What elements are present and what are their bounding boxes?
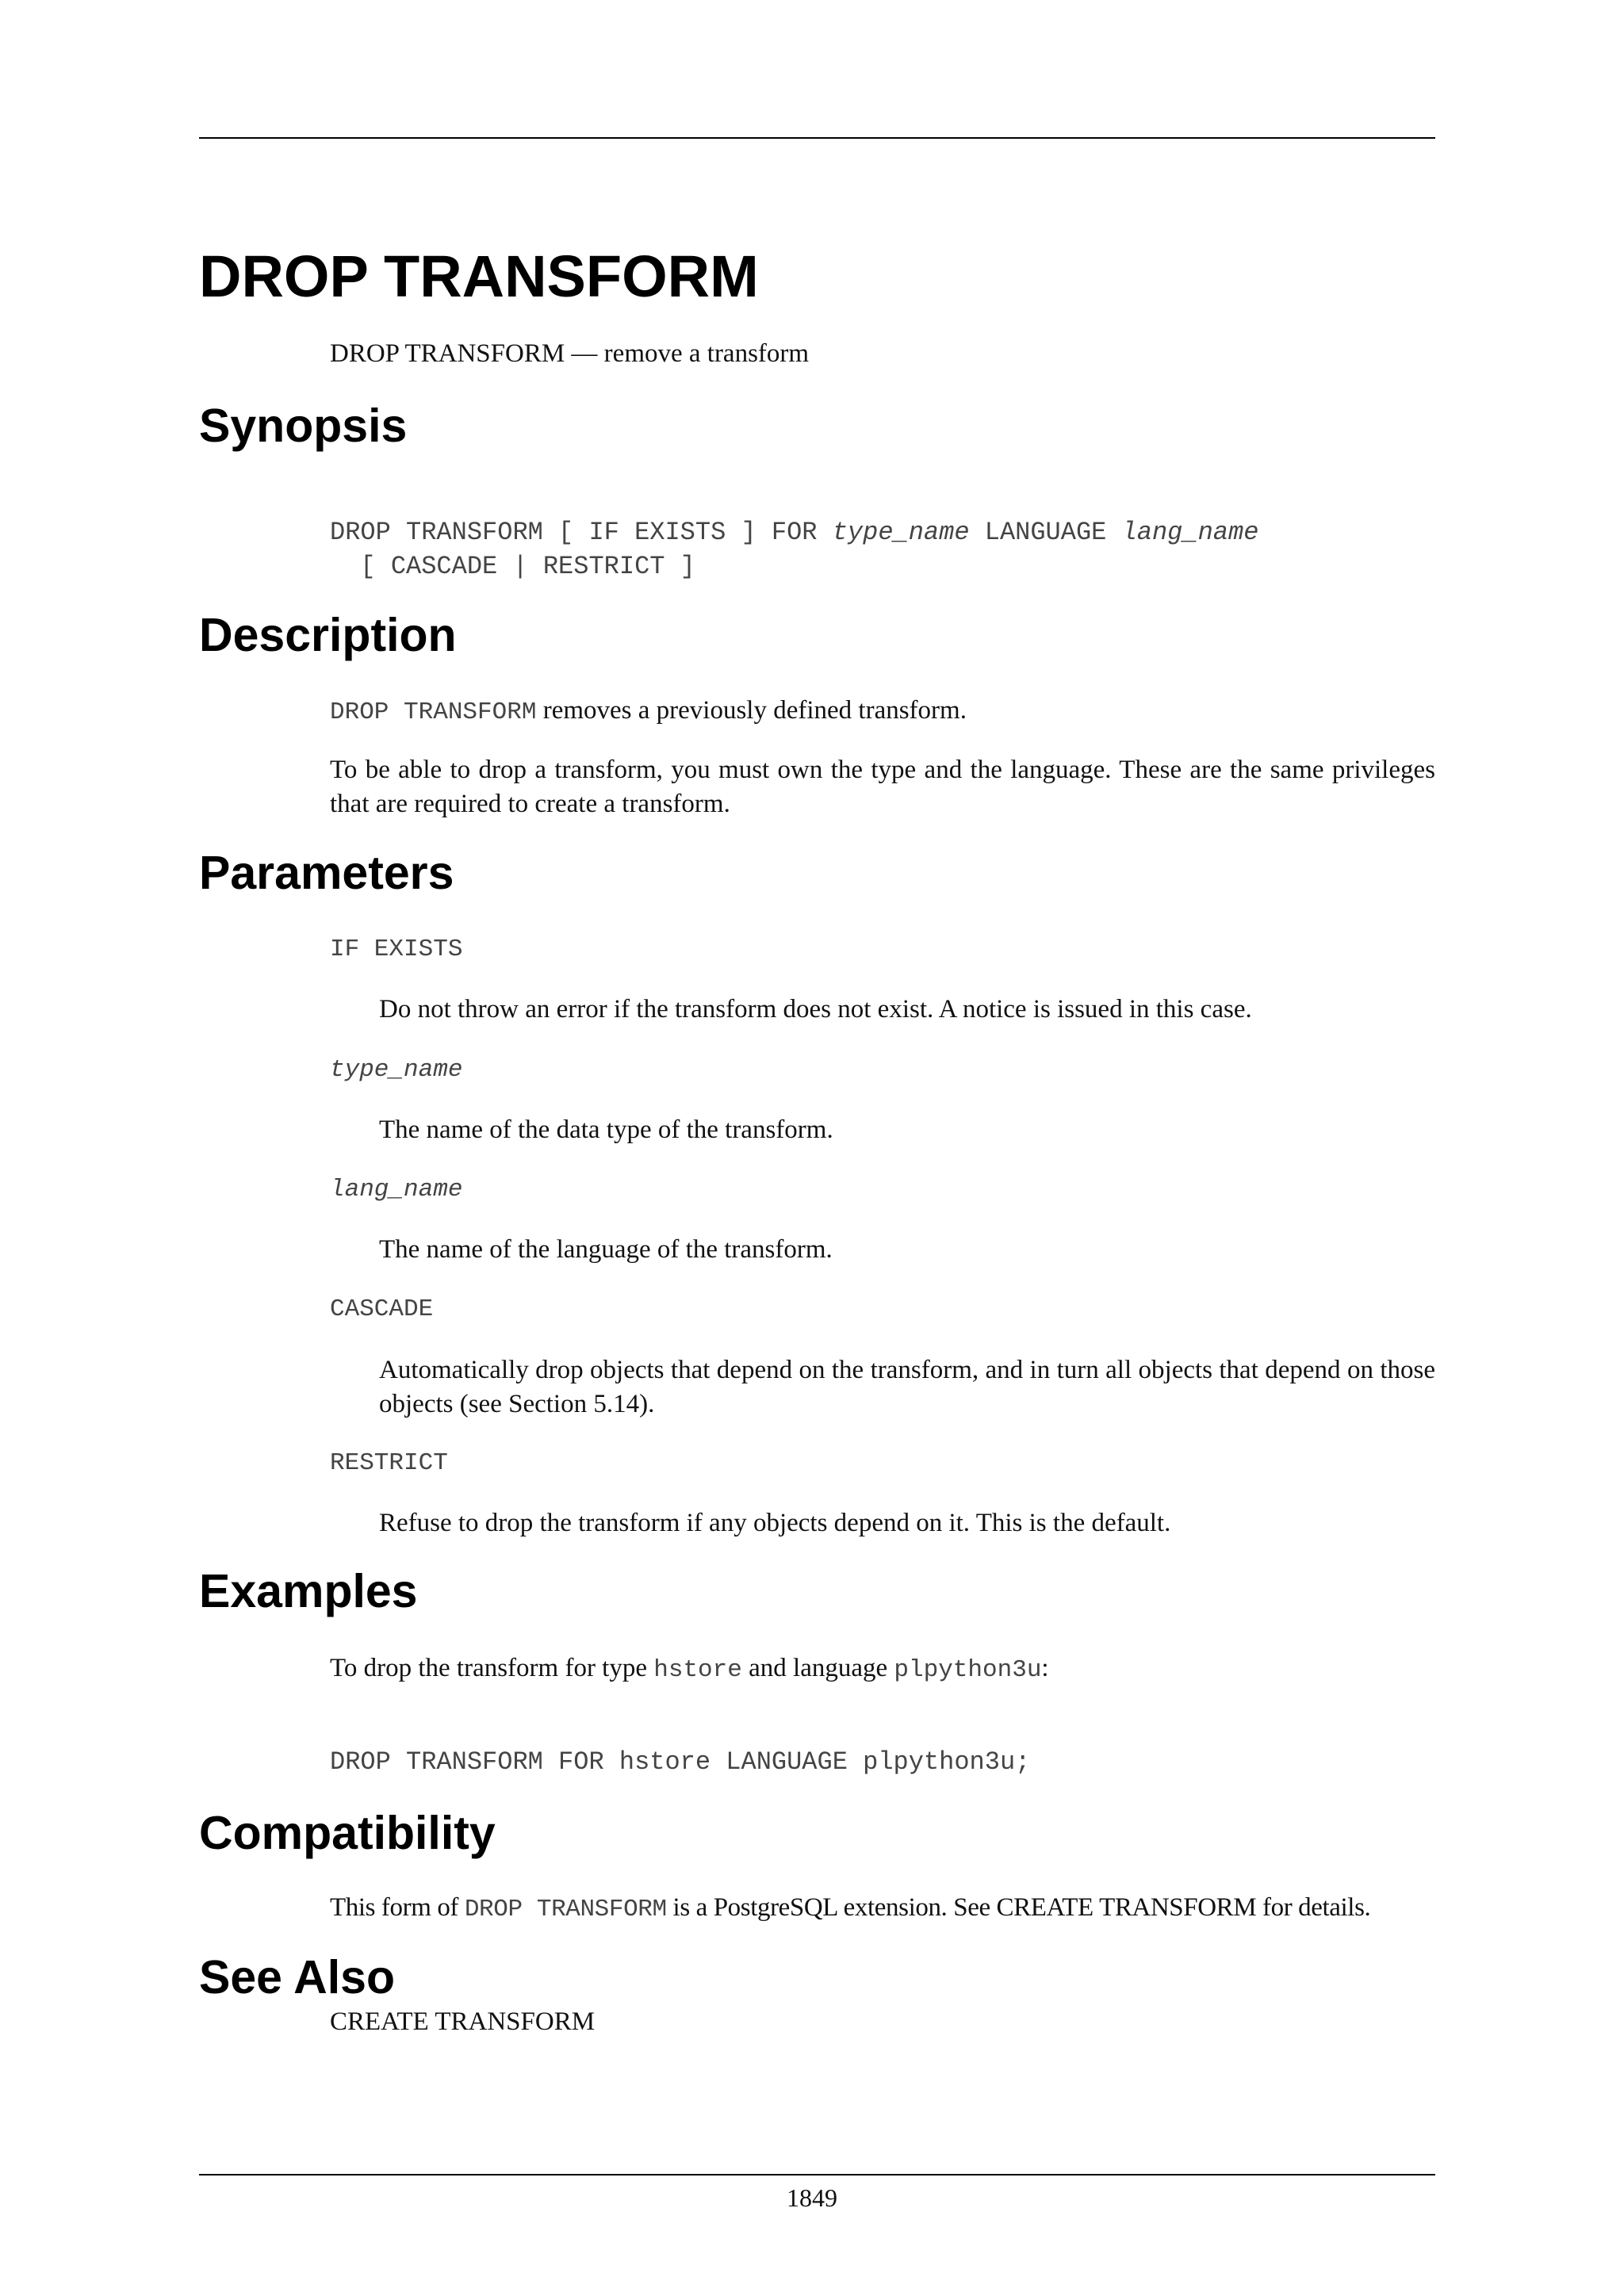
description-command: DROP TRANSFORM	[330, 698, 537, 726]
examples-intro	[330, 1651, 1435, 1687]
param-desc-restrict: Refuse to drop the transform if any objects depend on it. This is the default.	[379, 1509, 1171, 1537]
param-term-cascade: CASCADE	[330, 1295, 434, 1323]
ref-purpose: DROP TRANSFORM — remove a transform	[330, 339, 810, 368]
see-also-heading: See Also	[199, 1951, 396, 2003]
compatibility-text-c: is a PostgreSQL extension. See CREATE TRANSFORM for details.	[666, 1893, 1371, 1922]
synopsis-line2: [ CASCADE | RESTRICT ]	[330, 552, 695, 581]
param-desc-type-name: The name of the data type of the transform.	[379, 1115, 833, 1144]
compatibility-text-a: This form of	[330, 1893, 465, 1922]
examples-intro-c: and language	[741, 1654, 894, 1682]
footer-rule	[199, 2174, 1435, 2175]
param-term-restrict: RESTRICT	[330, 1449, 448, 1477]
see-also-link[interactable]: CREATE TRANSFORM	[330, 2007, 596, 2036]
description-p1-text: removes a previously defined transform.	[536, 696, 967, 725]
param-term-lang-name: lang_name	[330, 1176, 463, 1203]
synopsis-line1-c: LANGUAGE	[969, 518, 1122, 547]
description-paragraph-1	[330, 694, 1435, 729]
description-heading: Description	[199, 609, 457, 661]
synopsis-heading: Synopsis	[199, 400, 408, 452]
examples-intro-e: :	[1041, 1654, 1049, 1682]
synopsis-code	[330, 515, 1258, 584]
description-paragraph-2: To be able to drop a transform, you must own the type and the language. These are the same privileges that are required to create a transform.	[330, 756, 1435, 818]
page-number: 1849	[787, 2183, 837, 2212]
examples-type: hstore	[653, 1656, 742, 1684]
compatibility-heading: Compatibility	[199, 1807, 496, 1859]
synopsis-type-name: type_name	[832, 518, 970, 547]
param-desc-if-exists: Do not throw an error if the transform does not exist. A notice is issued in this case.	[379, 995, 1252, 1024]
param-desc-cascade: Automatically drop objects that depend on the transform, and in turn all objects that depend on those objects (see Section 5.14).	[379, 1356, 1435, 1418]
examples-code: DROP TRANSFORM FOR hstore LANGUAGE plpython3u;	[330, 1747, 1031, 1777]
synopsis-lang-name: lang_name	[1121, 518, 1259, 547]
examples-language: plpython3u	[894, 1656, 1042, 1684]
compatibility-text	[330, 1891, 1435, 1927]
parameters-heading: Parameters	[199, 847, 454, 899]
compatibility-command: DROP TRANSFORM	[464, 1896, 667, 1923]
param-desc-lang-name: The name of the language of the transform.	[379, 1235, 833, 1264]
param-term-type-name: type_name	[330, 1056, 463, 1084]
page-title: DROP TRANSFORM	[199, 243, 759, 309]
examples-intro-a: To drop the transform for type	[330, 1654, 654, 1682]
header-rule	[199, 137, 1435, 139]
examples-heading: Examples	[199, 1565, 418, 1617]
synopsis-line1-a: DROP TRANSFORM [ IF EXISTS ] FOR	[330, 518, 833, 547]
param-term-if-exists: IF EXISTS	[330, 936, 463, 963]
